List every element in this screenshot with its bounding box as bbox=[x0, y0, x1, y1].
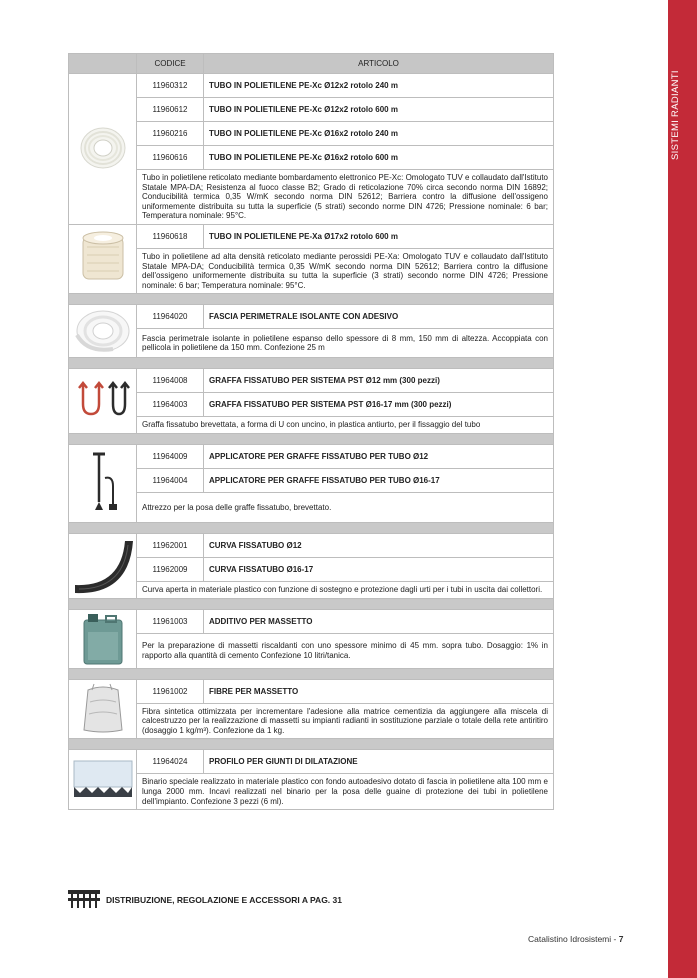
additive-tank-icon bbox=[80, 610, 126, 666]
group-separator bbox=[69, 433, 554, 444]
expansion-joint-profile-icon bbox=[72, 757, 134, 801]
group-separator bbox=[69, 522, 554, 533]
section-label: SISTEMI RADIANTI bbox=[670, 70, 681, 160]
table-row bbox=[69, 557, 554, 581]
header-article: ARTICOLO bbox=[204, 54, 554, 74]
staple-applicator-icon bbox=[83, 450, 123, 514]
description-row bbox=[69, 581, 554, 598]
table-row bbox=[69, 224, 554, 248]
header-image-cell bbox=[69, 54, 137, 74]
product-image-cell bbox=[69, 305, 137, 358]
table-row bbox=[69, 98, 554, 122]
fiber-bag-icon bbox=[80, 682, 126, 734]
page-footer bbox=[528, 934, 623, 944]
product-article: APPLICATORE PER GRAFFE FISSATUBO PER TUBO Ø16-17 bbox=[204, 468, 554, 492]
tube-staple-icon bbox=[73, 380, 133, 420]
table-row bbox=[69, 679, 554, 703]
product-table bbox=[68, 53, 554, 810]
product-code: 11962001 bbox=[137, 533, 204, 557]
product-description: Curva aperta in materiale plastico con funzione di sostegno e protezione dagli urti per i tubi in uscita dai collettori. bbox=[137, 581, 554, 598]
product-code: 11964020 bbox=[137, 305, 204, 329]
product-article: PROFILO PER GIUNTI DI DILATAZIONE bbox=[204, 750, 554, 774]
product-code: 11961002 bbox=[137, 679, 204, 703]
manifold-icon bbox=[68, 888, 100, 917]
product-article: ADDITIVO PER MASSETTO bbox=[204, 609, 554, 633]
header-code: CODICE bbox=[137, 54, 204, 74]
product-article: FIBRE PER MASSETTO bbox=[204, 679, 554, 703]
product-article: APPLICATORE PER GRAFFE FISSATUBO PER TUBO Ø12 bbox=[204, 444, 554, 468]
description-row bbox=[69, 633, 554, 668]
product-code: 11964024 bbox=[137, 750, 204, 774]
description-row bbox=[69, 703, 554, 739]
product-image-cell bbox=[69, 750, 137, 810]
product-code: 11960612 bbox=[137, 98, 204, 122]
table-row bbox=[69, 74, 554, 98]
product-code: 11964004 bbox=[137, 468, 204, 492]
product-description: Tubo in polietilene reticolato mediante bombardamento elettronico PE-Xc: Omologato TUV e collaudato dall'Istituto Statale MPA-DA; Resistenza al fuoco classe B2; Grado di reticolazione 70% circa secondo norma DIN 16892; Conducibilità termica 0,35 W/mK secondo norma DIN 52612; Barriera contro la diffusione dell'ossigeno uniformemente distribuita su tutta la superficie (5 strati) secondo norme DIN 4726; Pressione nominale: 6 bar; Temperatura nominale: 95°C. bbox=[137, 170, 554, 225]
product-image-cell bbox=[69, 609, 137, 668]
product-code: 11960616 bbox=[137, 146, 204, 170]
description-row bbox=[69, 492, 554, 522]
table-row bbox=[69, 444, 554, 468]
product-article: TUBO IN POLIETILENE PE-Xc Ø16x2 rotolo 240 m bbox=[204, 122, 554, 146]
product-image-cell bbox=[69, 369, 137, 434]
group-separator bbox=[69, 294, 554, 305]
product-article: FASCIA PERIMETRALE ISOLANTE CON ADESIVO bbox=[204, 305, 554, 329]
product-code: 11960618 bbox=[137, 224, 204, 248]
product-image-cell bbox=[69, 444, 137, 522]
product-article: CURVA FISSATUBO Ø12 bbox=[204, 533, 554, 557]
product-article: CURVA FISSATUBO Ø16-17 bbox=[204, 557, 554, 581]
product-article: TUBO IN POLIETILENE PE-Xc Ø12x2 rotolo 240 m bbox=[204, 74, 554, 98]
side-band bbox=[668, 0, 697, 978]
product-article: GRAFFA FISSATUBO PER SISTEMA PST Ø12 mm (300 pezzi) bbox=[204, 369, 554, 393]
description-row bbox=[69, 774, 554, 810]
description-row bbox=[69, 417, 554, 434]
product-article: TUBO IN POLIETILENE PE-Xa Ø17x2 rotolo 600 m bbox=[204, 224, 554, 248]
catalog-name: Catalistino Idrosistemi - bbox=[528, 934, 619, 944]
table-row bbox=[69, 468, 554, 492]
product-code: 11960216 bbox=[137, 122, 204, 146]
product-description: Per la preparazione di massetti riscaldanti con uno spessore minimo di 45 mm. sopra tubo. Dosaggio: 1% in rapporto alla quantità di cemento Confezione 10 litri/tanica. bbox=[137, 633, 554, 668]
product-code: 11961003 bbox=[137, 609, 204, 633]
product-code: 11962009 bbox=[137, 557, 204, 581]
table-row bbox=[69, 146, 554, 170]
cross-reference-link[interactable]: DISTRIBUZIONE, REGOLAZIONE E ACCESSORI A PAG. 31 bbox=[106, 895, 342, 905]
table-row bbox=[69, 750, 554, 774]
product-description: Fibra sintetica ottimizzata per incrementare l'adesione alla matrice cementizia da aggiungere alla miscela di calcestruzzo per la realizzazione di massetti su impianti radianti in sostituzione parziale o totale della rete antiritiro (dosaggio 1 kg/m³). Confezione da 1 kg. bbox=[137, 703, 554, 739]
product-image-cell bbox=[69, 679, 137, 739]
table-row bbox=[69, 393, 554, 417]
table-row bbox=[69, 533, 554, 557]
product-image-cell bbox=[69, 533, 137, 598]
coil-tube-white-icon bbox=[77, 122, 129, 174]
product-image-cell bbox=[69, 74, 137, 225]
description-row bbox=[69, 170, 554, 225]
table-row bbox=[69, 305, 554, 329]
product-description: Binario speciale realizzato in materiale plastico con fondo autoadesivo dotato di fascia in polietilene alta 100 mm e lunga 2000 mm. Incavi realizzati nel binario per la posa delle guaine di protezione dei tubi in polietilene dell'impianto. Confezione 3 pezzi (6 ml). bbox=[137, 774, 554, 810]
page-number: 7 bbox=[618, 934, 624, 944]
product-article: TUBO IN POLIETILENE PE-Xc Ø12x2 rotolo 600 m bbox=[204, 98, 554, 122]
table-row bbox=[69, 369, 554, 393]
product-article: GRAFFA FISSATUBO PER SISTEMA PST Ø16-17 mm (300 pezzi) bbox=[204, 393, 554, 417]
group-separator bbox=[69, 598, 554, 609]
description-row bbox=[69, 248, 554, 293]
insulation-strip-icon bbox=[73, 305, 133, 355]
group-separator bbox=[69, 358, 554, 369]
product-code: 11964003 bbox=[137, 393, 204, 417]
table-row bbox=[69, 609, 554, 633]
bend-support-icon bbox=[71, 535, 135, 595]
table-header bbox=[69, 54, 554, 74]
group-separator bbox=[69, 668, 554, 679]
product-description: Fascia perimetrale isolante in polietilene espanso dello spessore di 8 mm, 150 mm di altezza. Accoppiata con pellicola in polietilene da 150 mm. Confezione 25 m bbox=[137, 329, 554, 358]
table-row bbox=[69, 122, 554, 146]
product-code: 11964008 bbox=[137, 369, 204, 393]
product-description: Attrezzo per la posa delle graffe fissatubo, brevettato. bbox=[137, 492, 554, 522]
coil-tube-beige-icon bbox=[77, 229, 129, 287]
product-code: 11964009 bbox=[137, 444, 204, 468]
product-description: Tubo in polietilene ad alta densità reticolato mediante perossidi PE-Xa: Omologato TUV e collaudato dall'Istituto Statale MPA-DA; Conducibilità termica 0,35 W/mK secondo norma DIN 52612; Barriera contro la diffusione dell'ossigeno uniformemente distribuita su tutta la superficie (3 strati) secondo norme DIN 4726; Pressione nominale: 6 bar; Temperatura nominale: 95°C. bbox=[137, 248, 554, 293]
product-image-cell bbox=[69, 224, 137, 293]
description-row bbox=[69, 329, 554, 358]
product-article: TUBO IN POLIETILENE PE-Xc Ø16x2 rotolo 600 m bbox=[204, 146, 554, 170]
product-code: 11960312 bbox=[137, 74, 204, 98]
product-description: Graffa fissatubo brevettata, a forma di U con uncino, in plastica antiurto, per il fissaggio del tubo bbox=[137, 417, 554, 434]
group-separator bbox=[69, 739, 554, 750]
